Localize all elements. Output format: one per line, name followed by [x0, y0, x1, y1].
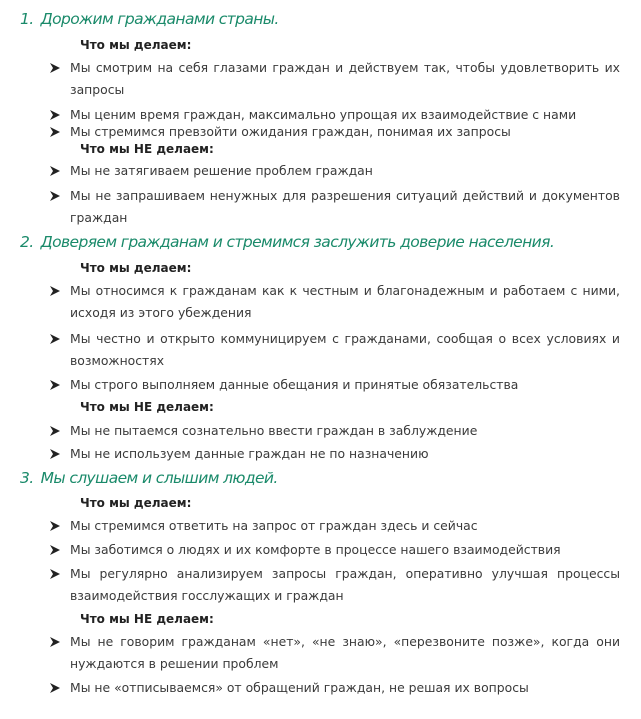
do-label: Что мы делаем: — [80, 261, 192, 275]
list-item: Мы не запрашиваем ненужных для разрешения ситуаций действий и документов граждан — [48, 185, 620, 229]
arrowhead-bullet-icon — [48, 543, 62, 557]
do-label: Что мы делаем: — [80, 38, 192, 52]
section-title: Дорожим гражданами страны. — [40, 10, 279, 28]
list-item: Мы ценим время граждан, максимально упрощая их взаимодействие с нами — [48, 104, 620, 126]
section-heading-1 — [20, 10, 279, 28]
list-item: Мы не используем данные граждан не по назначению — [48, 443, 620, 465]
arrowhead-bullet-icon — [48, 378, 62, 392]
dont-label: Что мы НЕ делаем: — [80, 400, 214, 414]
list-item: Мы заботимся о людях и их комфорте в процессе нашего взаимодействия — [48, 539, 620, 561]
arrowhead-bullet-icon — [48, 125, 62, 139]
arrowhead-bullet-icon — [48, 164, 62, 178]
arrowhead-bullet-icon — [48, 519, 62, 533]
list-item: Мы смотрим на себя глазами граждан и действуем так, чтобы удовлетворить их запросы — [48, 57, 620, 101]
section-number: 1. — [20, 10, 34, 28]
list-item: Мы не пытаемся сознательно ввести граждан в заблуждение — [48, 420, 620, 442]
list-item: Мы регулярно анализируем запросы граждан, оперативно улучшая процессы взаимодействия госслужащих и граждан — [48, 563, 620, 607]
arrowhead-bullet-icon — [48, 61, 62, 75]
list-item: Мы стремимся превзойти ожидания граждан, понимая их запросы — [48, 121, 620, 143]
list-item: Мы относимся к гражданам как к честным и благонадежным и работаем с ними, исходя из этого убеждения — [48, 280, 620, 324]
section-title: Доверяем гражданам и стремимся заслужить доверие населения. — [40, 233, 555, 251]
section-number: 2. — [20, 233, 34, 251]
arrowhead-bullet-icon — [48, 332, 62, 346]
arrowhead-bullet-icon — [48, 424, 62, 438]
section-number: 3. — [20, 469, 34, 487]
arrowhead-bullet-icon — [48, 567, 62, 581]
list-item: Мы не затягиваем решение проблем граждан — [48, 160, 620, 182]
arrowhead-bullet-icon — [48, 284, 62, 298]
list-item: Мы честно и открыто коммуницируем с гражданами, сообщая о всех условиях и возможностях — [48, 328, 620, 372]
dont-label: Что мы НЕ делаем: — [80, 612, 214, 626]
list-item: Мы стремимся ответить на запрос от граждан здесь и сейчас — [48, 515, 620, 537]
arrowhead-bullet-icon — [48, 635, 62, 649]
dont-label: Что мы НЕ делаем: — [80, 142, 214, 156]
arrowhead-bullet-icon — [48, 189, 62, 203]
list-item: Мы не говорим гражданам «нет», «не знаю», «перезвоните позже», когда они нуждаются в решении проблем — [48, 631, 620, 675]
arrowhead-bullet-icon — [48, 681, 62, 695]
do-label: Что мы делаем: — [80, 496, 192, 510]
list-item: Мы не «отписываемся» от обращений граждан, не решая их вопросы — [48, 677, 620, 699]
arrowhead-bullet-icon — [48, 447, 62, 461]
arrowhead-bullet-icon — [48, 108, 62, 122]
list-item: Мы строго выполняем данные обещания и принятые обязательства — [48, 374, 620, 396]
section-title: Мы слушаем и слышим людей. — [40, 469, 278, 487]
section-heading-3 — [20, 469, 278, 487]
section-heading-2 — [20, 233, 554, 251]
